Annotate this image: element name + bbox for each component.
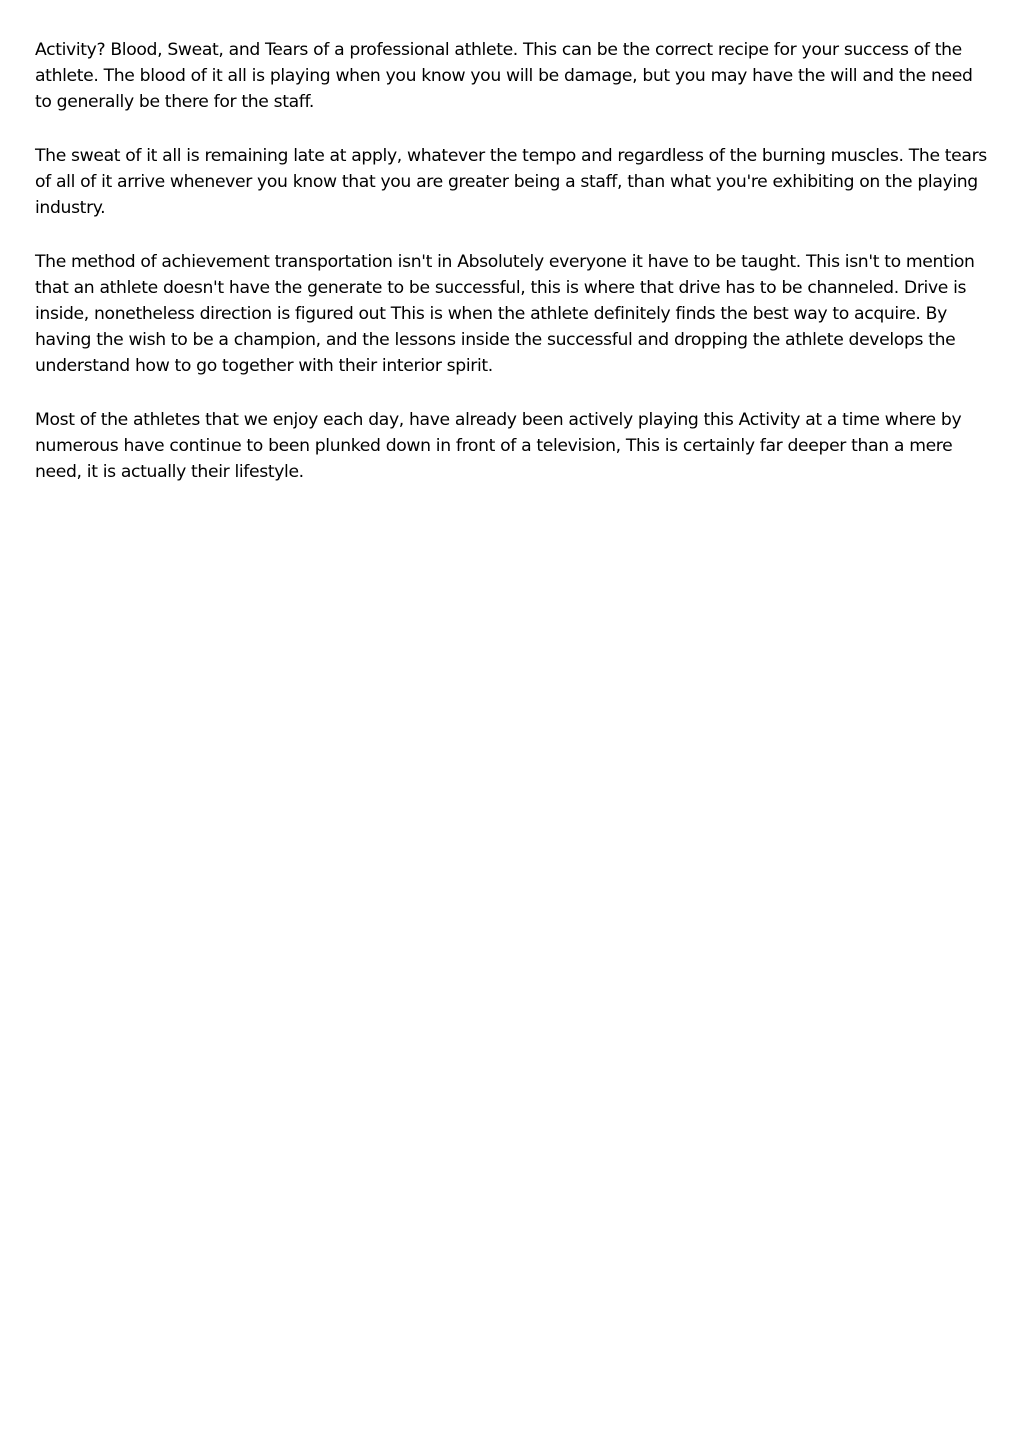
- paragraph-3: The method of achievement transportation isn't in Absolutely everyone it have to be taught. This isn't to mention that an athlete doesn't have the generate to be successful, this is where that drive has to be channeled. Drive is inside, nonetheless direction is figured out This is when the athlete definitely finds the best way to acquire. By having the wish to be a champion, and the lessons inside the successful and dropping the athlete develops the understand how to go together with their interior spirit.: [35, 252, 975, 376]
- paragraph-1: Activity? Blood, Sweat, and Tears of a professional athlete. This can be the correct recipe for your success of the athlete. The blood of it all is playing when you know you will be damage, but you may have the will and the need to generally be there for the staff.: [35, 40, 973, 112]
- document-page: [35, 37, 990, 513]
- paragraph-4: Most of the athletes that we enjoy each day, have already been actively playing this Activity at a time where by numerous have continue to been plunked down in front of a television, This is certainly far deeper than a mere need, it is actually their lifestyle.: [35, 410, 962, 482]
- paragraph-2: The sweat of it all is remaining late at apply, whatever the tempo and regardless of the burning muscles. The tears of all of it arrive whenever you know that you are greater being a staff, than what you're exhibiting on the playing industry.: [35, 146, 987, 218]
